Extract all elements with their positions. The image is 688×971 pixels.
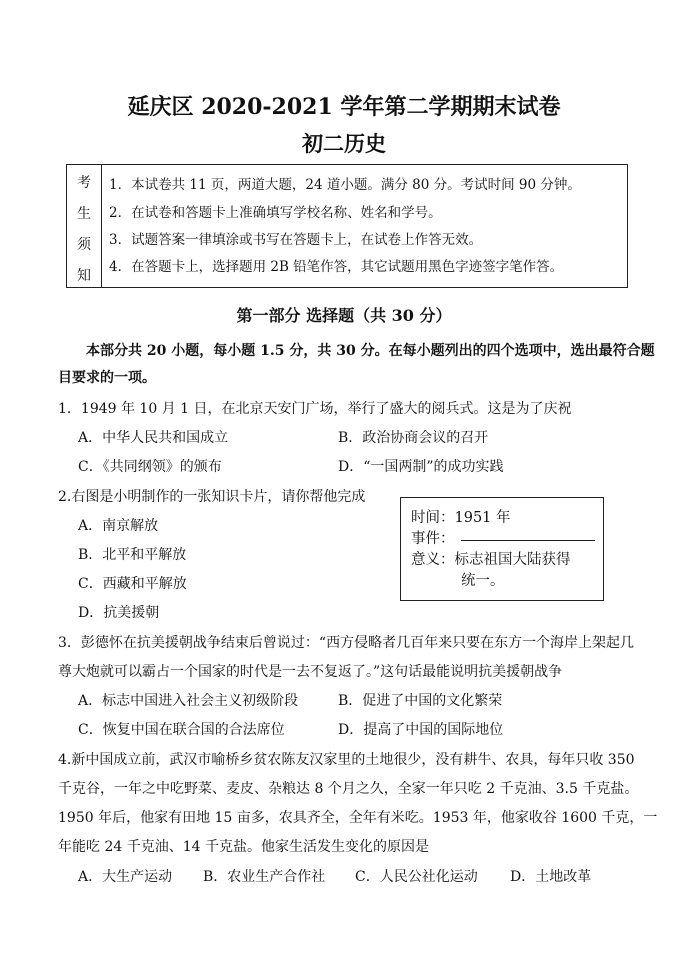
option-a: A．南京解放 <box>78 518 159 534</box>
knowledge-card <box>400 497 604 601</box>
exam-subtitle: 初二历史 <box>302 131 386 156</box>
notice-side-label <box>67 165 102 287</box>
card-event-label: 事件： <box>411 531 455 547</box>
question-stem: 1．1949 年 10 月 1 日，在北京天安门广场，举行了盛大的阅兵式。这是为了庆祝 <box>58 401 572 417</box>
question-stem: 2.右图是小明制作的一张知识卡片，请你帮他完成 <box>58 489 366 505</box>
option-b: B．促进了中国的文化繁荣 <box>338 693 503 709</box>
card-event-blank <box>461 540 595 541</box>
notice-item: 1．本试卷共 11 页，两道大题，24 道小题。满分 80 分。考试时间 90 分钟。 <box>109 177 581 193</box>
question-stem: 1950 年后，他家有田地 15 亩多，农具齐全，全年有米吃。1953 年，他家收谷 1600 千克，一 <box>58 810 658 826</box>
question-stem: 千克谷，一年之中吃野菜、麦皮、杂粮达 8 个月之久，全家一年只吃 2 千克油、3.5 千克盐。 <box>58 781 639 797</box>
option-a: A．大生产运动 <box>78 869 173 885</box>
option-c: C．恢复中国在联合国的合法席位 <box>78 722 285 738</box>
option-d: D．“一国两制”的成功实践 <box>338 459 504 475</box>
section-title: 第一部分 选择题（共 30 分） <box>236 306 452 325</box>
candidate-notice-box <box>66 164 628 288</box>
notice-side-char: 须 <box>77 237 91 253</box>
option-a: A．标志中国进入社会主义初级阶段 <box>78 693 299 709</box>
question-stem: 尊大炮就可以霸占一个国家的时代是一去不复返了。”这句话最能说明抗美援朝战争 <box>58 664 563 680</box>
question-stem: 年能吃 24 千克油、14 千克盐。他家生活发生变化的原因是 <box>58 839 429 855</box>
option-c: C．西藏和平解放 <box>78 576 187 592</box>
option-b: B．农业生产合作社 <box>203 869 326 885</box>
notice-side-char: 知 <box>77 268 91 284</box>
notice-item: 4．在答题卡上，选择题用 2B 铅笔作答，其它试题用黑色字迹签字笔作答。 <box>109 259 564 275</box>
option-c: C．《共同纲领》的颁布 <box>78 459 222 475</box>
option-d: D．土地改革 <box>510 869 592 885</box>
option-b: B．政治协商会议的召开 <box>338 430 489 446</box>
option-d: D．提高了中国的国际地位 <box>338 722 504 738</box>
option-d: D．抗美援朝 <box>78 605 160 621</box>
notice-side-char: 考 <box>77 175 91 191</box>
question-stem: 4.新中国成立前，武汉市喻桥乡贫农陈友汉家里的土地很少，没有耕牛、农具，每年只收 350 <box>58 752 635 768</box>
card-time: 时间：1951 年 <box>411 510 511 526</box>
section-instruction: 目要求的一项。 <box>58 370 156 386</box>
exam-title: 延庆区 2020-2021 学年第二学期期末试卷 <box>127 94 561 120</box>
notice-item: 2．在试卷和答题卡上准确填写学校名称、姓名和学号。 <box>109 205 442 221</box>
question-stem: 3．彭德怀在抗美援朝战争结束后曾说过：“西方侵略者几百年来只要在东方一个海岸上架起几 <box>58 635 635 651</box>
option-a: A．中华人民共和国成立 <box>78 430 229 446</box>
section-instruction: 本部分共 20 小题，每小题 1.5 分，共 30 分。在每小题列出的四个选项中，选出最符合题 <box>86 343 655 359</box>
notice-side-char: 生 <box>77 206 91 222</box>
option-b: B．北平和平解放 <box>78 547 187 563</box>
card-meaning-cont: 统一。 <box>461 573 505 589</box>
card-meaning: 意义：标志祖国大陆获得 <box>411 552 571 568</box>
option-c: C．人民公社化运动 <box>355 869 478 885</box>
notice-item: 3．试题答案一律填涂或书写在答题卡上，在试卷上作答无效。 <box>109 232 483 248</box>
